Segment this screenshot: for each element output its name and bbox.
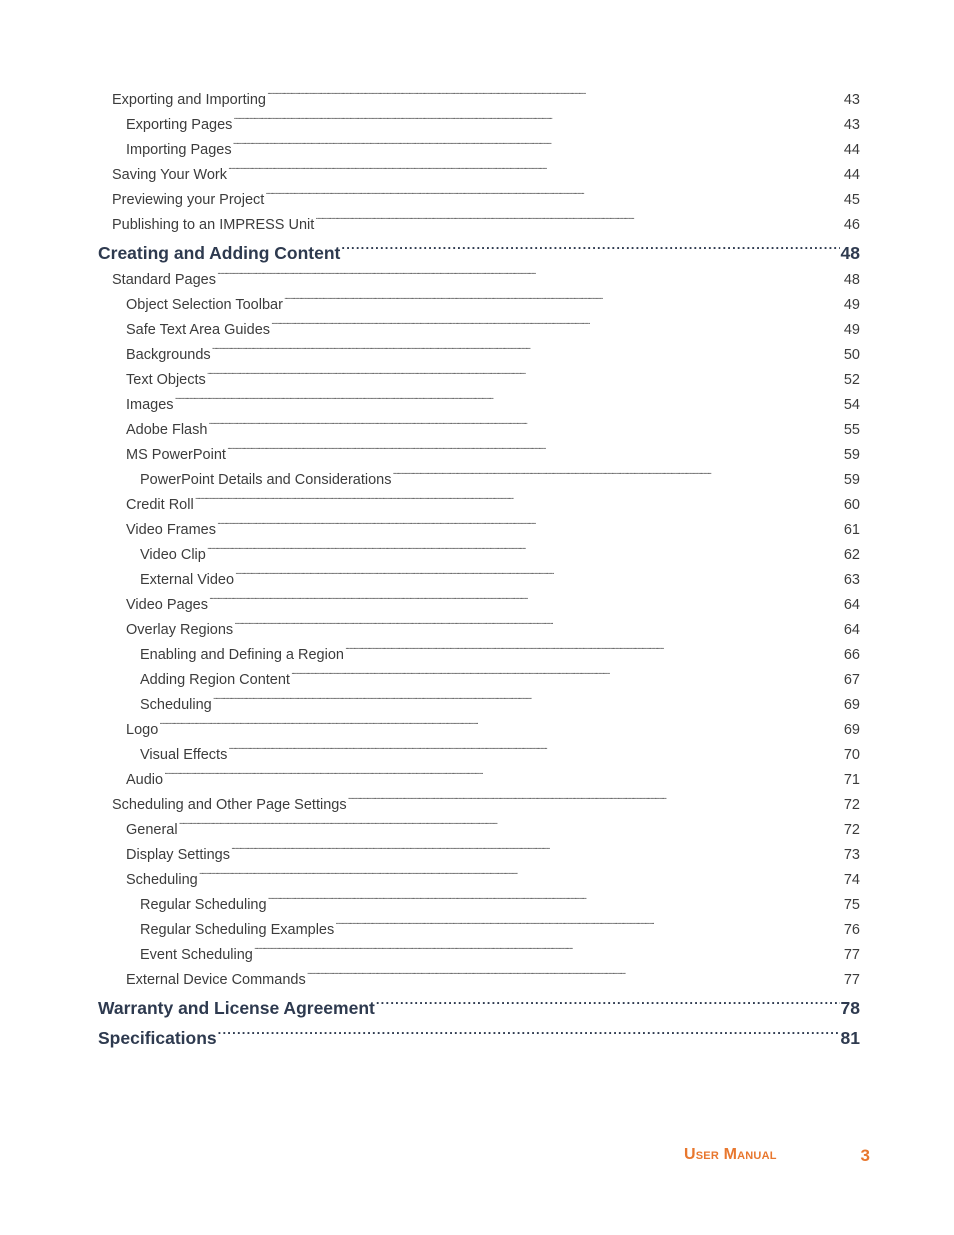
toc-entry-page-number: 46 [843, 217, 860, 233]
toc-entry-title: Video Pages [126, 597, 208, 613]
toc-entry-title: MS PowerPoint [126, 447, 226, 463]
toc-entry-title: General [126, 822, 178, 838]
toc-entry[interactable] [98, 359, 860, 388]
toc-entry[interactable] [98, 809, 860, 838]
toc-entry[interactable] [98, 534, 860, 563]
toc-entry-page-number: 63 [843, 572, 860, 588]
toc-entry-page-number: 67 [843, 672, 860, 688]
toc-entry-page-number: 64 [843, 622, 860, 638]
toc-dot-leader [213, 684, 843, 709]
toc-entry-page-number: 44 [843, 167, 860, 183]
toc-entry[interactable] [98, 384, 860, 413]
toc-dot-leader [217, 259, 843, 284]
toc-dot-leader [345, 634, 843, 659]
toc-entry-page-number: 77 [843, 947, 860, 963]
toc-entry[interactable] [98, 784, 860, 813]
toc-entry-title: Adobe Flash [126, 422, 208, 438]
toc-dot-leader [207, 534, 843, 559]
toc-entry-page-number: 73 [843, 847, 860, 863]
toc-entry-title: Audio [126, 772, 164, 788]
toc-dot-leader [228, 154, 843, 179]
toc-dot-leader [376, 985, 840, 1014]
toc-entry-page-number: 64 [843, 597, 860, 613]
toc-dot-leader [231, 834, 843, 859]
toc-entry-page-number: 48 [840, 243, 860, 263]
toc-entry-title: Safe Text Area Guides [126, 322, 271, 338]
toc-entry[interactable] [98, 434, 860, 463]
toc-entry[interactable] [98, 734, 860, 763]
toc-entry-page-number: 44 [843, 142, 860, 158]
toc-entry-title: Event Scheduling [140, 947, 253, 963]
toc-entry-page-number: 55 [843, 422, 860, 438]
toc-entry[interactable] [98, 859, 860, 888]
toc-entry-page-number: 43 [843, 92, 860, 108]
toc-entry-page-number: 49 [843, 297, 860, 313]
toc-entry-title: Saving Your Work [112, 167, 227, 183]
toc-entry[interactable] [98, 884, 860, 913]
toc-entry[interactable] [98, 509, 860, 538]
toc-entry-page-number: 59 [843, 472, 860, 488]
toc-dot-leader [341, 230, 839, 259]
toc-dot-leader [235, 559, 843, 584]
toc-entry-title: Exporting and Importing [112, 92, 266, 108]
toc-dot-leader [217, 509, 843, 534]
toc-entry-page-number: 43 [843, 117, 860, 133]
toc-entry-page-number: 50 [843, 347, 860, 363]
toc-dot-leader [207, 359, 843, 384]
toc-dot-leader [179, 809, 843, 834]
toc-entry-title: Object Selection Toolbar [126, 297, 283, 313]
toc-entry-title: External Device Commands [126, 972, 306, 988]
toc-entry-page-number: 77 [843, 972, 860, 988]
toc-entry-page-number: 59 [843, 447, 860, 463]
toc-entry-title: Enabling and Defining a Region [140, 647, 344, 663]
toc-entry-page-number: 62 [843, 547, 860, 563]
toc-dot-leader [348, 784, 843, 809]
toc-entry-page-number: 72 [843, 797, 860, 813]
toc-entry-page-number: 49 [843, 322, 860, 338]
toc-dot-leader [175, 384, 843, 409]
toc-entry-title: Warranty and License Agreement [98, 998, 375, 1018]
toc-entry-page-number: 75 [843, 897, 860, 913]
toc-entry-title: Logo [126, 722, 159, 738]
toc-entry-page-number: 48 [843, 272, 860, 288]
toc-entry-page-number: 69 [843, 697, 860, 713]
toc-entry-title: Video Clip [140, 547, 206, 563]
toc-entry-page-number: 72 [843, 822, 860, 838]
toc-dot-leader [199, 859, 843, 884]
toc-dot-leader [208, 409, 842, 434]
toc-entry[interactable] [98, 559, 860, 588]
toc-entry[interactable] [98, 709, 860, 738]
toc-dot-leader [315, 204, 843, 229]
toc-dot-leader [265, 179, 843, 204]
toc-entry[interactable] [98, 834, 860, 863]
toc-dot-leader [227, 434, 843, 459]
toc-entry-page-number: 71 [843, 772, 860, 788]
toc-entry-page-number: 70 [843, 747, 860, 763]
footer-label: User Manual [684, 1146, 777, 1163]
toc-entry-page-number: 61 [843, 522, 860, 538]
toc-dot-leader [254, 934, 843, 959]
toc-entry-page-number: 66 [843, 647, 860, 663]
toc-dot-leader [233, 104, 842, 129]
toc-dot-leader [209, 584, 843, 609]
toc-entry-title: Regular Scheduling [140, 897, 267, 913]
page-footer [684, 1146, 870, 1170]
toc-dot-leader [271, 309, 843, 334]
toc-entry-page-number: 52 [843, 372, 860, 388]
toc-entry-title: Specifications [98, 1028, 217, 1048]
toc-entry-title: Publishing to an IMPRESS Unit [112, 217, 315, 233]
toc-dot-leader [164, 759, 843, 784]
toc-entry-page-number: 54 [843, 397, 860, 413]
toc-entry-title: Overlay Regions [126, 622, 234, 638]
toc-dot-leader [228, 734, 843, 759]
toc-entry-title: Previewing your Project [112, 192, 265, 208]
toc-dot-leader [195, 484, 843, 509]
toc-entry[interactable] [98, 584, 860, 613]
toc-dot-leader [268, 884, 843, 909]
toc-entry-title: Scheduling [140, 697, 212, 713]
toc-entry-title: Scheduling [126, 872, 198, 888]
toc-entry-title: Visual Effects [140, 747, 228, 763]
toc-entry-title: Display Settings [126, 847, 230, 863]
toc-dot-leader [284, 284, 843, 309]
toc-entry-page-number: 76 [843, 922, 860, 938]
toc-entry-page-number: 74 [843, 872, 860, 888]
toc-entry-title: External Video [140, 572, 235, 588]
toc-dot-leader [159, 709, 843, 734]
toc-entry-title: Credit Roll [126, 497, 194, 513]
toc-dot-leader [291, 659, 843, 684]
toc-entry-title: Exporting Pages [126, 117, 233, 133]
toc-entry-page-number: 60 [843, 497, 860, 513]
toc-entry[interactable] [98, 334, 860, 363]
toc-entry-title: Importing Pages [126, 142, 232, 158]
toc-dot-leader [234, 609, 843, 634]
toc-entry[interactable] [98, 684, 860, 713]
toc-entry-title: Video Frames [126, 522, 216, 538]
toc-entry-title: Standard Pages [112, 272, 216, 288]
toc-entry-title: PowerPoint Details and Considerations [140, 472, 392, 488]
toc-dot-leader [233, 129, 843, 154]
toc-entry-title: Images [126, 397, 174, 413]
toc-entry[interactable] [98, 409, 860, 438]
toc-entry-title: Scheduling and Other Page Settings [112, 797, 347, 813]
toc-entry-title: Adding Region Content [140, 672, 290, 688]
toc-entry[interactable] [98, 759, 860, 788]
toc-entry-page-number: 45 [843, 192, 860, 208]
toc-entry-page-number: 78 [840, 998, 860, 1018]
toc-entry-page-number: 81 [840, 1028, 860, 1048]
toc-dot-leader [335, 909, 843, 934]
toc-entry-title: Creating and Adding Content [98, 243, 341, 263]
toc-dot-leader [307, 959, 843, 984]
toc-entry[interactable] [98, 484, 860, 513]
toc-entry-title: Regular Scheduling Examples [140, 922, 335, 938]
toc-entry-title: Backgrounds [126, 347, 211, 363]
toc-entry[interactable] [98, 79, 860, 108]
toc-entry-title: Text Objects [126, 372, 206, 388]
toc-entry[interactable] [98, 609, 860, 638]
toc-dot-leader [218, 1015, 840, 1044]
toc-dot-leader [267, 79, 843, 104]
toc-dot-leader [392, 459, 842, 484]
footer-page-number: 3 [860, 1146, 870, 1165]
toc-entry-page-number: 69 [843, 722, 860, 738]
toc-dot-leader [212, 334, 843, 359]
table-of-contents [98, 79, 860, 1048]
